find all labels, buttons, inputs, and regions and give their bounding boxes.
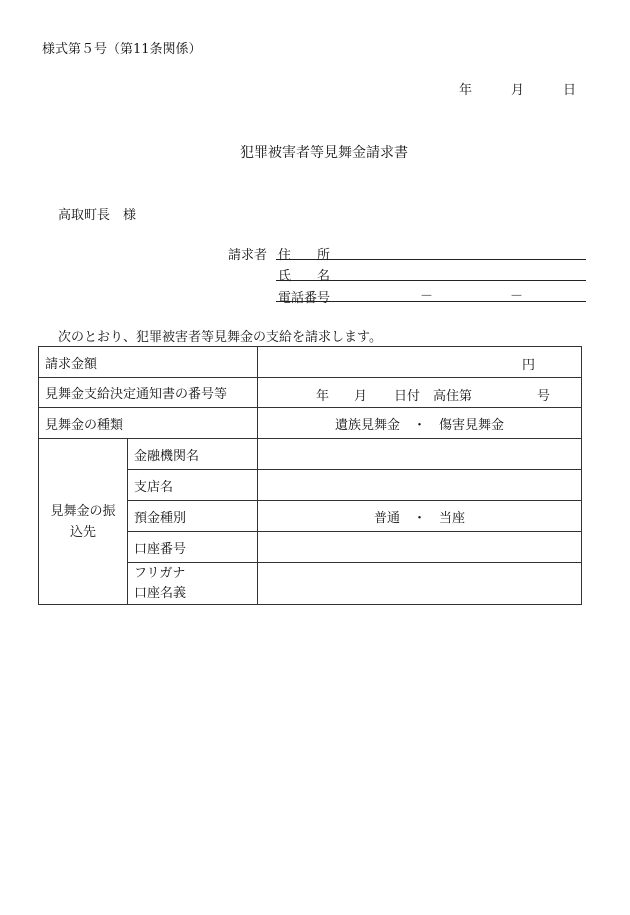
type-row [39,408,582,439]
notice-day: 日付 [394,389,421,404]
address-label: 住 所 [278,248,331,263]
phone-dash-1: － [420,289,434,304]
amount-unit: 円 [522,358,536,373]
notice-suffix: 号 [537,389,551,404]
notice-prefix: 高住第 [433,389,473,404]
account-name-label: 口座名義 [134,585,187,601]
claim-table [38,346,582,605]
notice-row [39,378,582,408]
name-field[interactable] [276,279,586,281]
address-field[interactable] [276,258,586,260]
phone-label: 電話番号 [278,291,331,306]
account-name-label-cell [128,563,258,605]
amount-row [39,347,582,378]
account-type-label: 預金種別 [128,501,258,532]
transfer-label-cell [39,439,128,605]
phone-field[interactable] [276,300,586,302]
claimant-label: 請求者 [228,248,268,263]
form-number: 様式第５号（第11条関係） [42,42,202,57]
notice-label: 見舞金支給決定通知書の番号等 [39,378,258,408]
date-year-label: 年 [459,83,473,98]
account-no-field[interactable] [258,532,582,563]
type-label: 見舞金の種類 [39,408,258,439]
notice-field[interactable] [258,378,582,408]
page-title: 犯罪被害者等見舞金請求書 [240,145,408,161]
account-name-field[interactable] [258,563,582,605]
phone-dash-2: － [510,289,524,304]
branch-field[interactable] [258,470,582,501]
furigana-label: フリガナ [134,565,186,581]
transfer-label: 見舞金の振込先 [50,503,116,540]
name-label: 氏 名 [278,269,331,284]
intro-text: 次のとおり、犯罪被害者等見舞金の支給を請求します。 [58,330,382,345]
date-day-label: 日 [563,83,577,98]
notice-year: 年 [316,389,330,404]
amount-field[interactable] [258,347,582,378]
account-type-value[interactable]: 普通 ・ 当座 [258,501,582,532]
branch-label: 支店名 [128,470,258,501]
type-value[interactable]: 遺族見舞金 ・ 傷害見舞金 [258,408,582,439]
bank-row [39,439,582,470]
bank-field[interactable] [258,439,582,470]
amount-label: 請求金額 [39,347,258,378]
date-month-label: 月 [511,83,525,98]
account-no-label: 口座番号 [128,532,258,563]
addressee: 高取町長 様 [58,208,137,223]
bank-label: 金融機関名 [128,439,258,470]
notice-month: 月 [354,389,368,404]
